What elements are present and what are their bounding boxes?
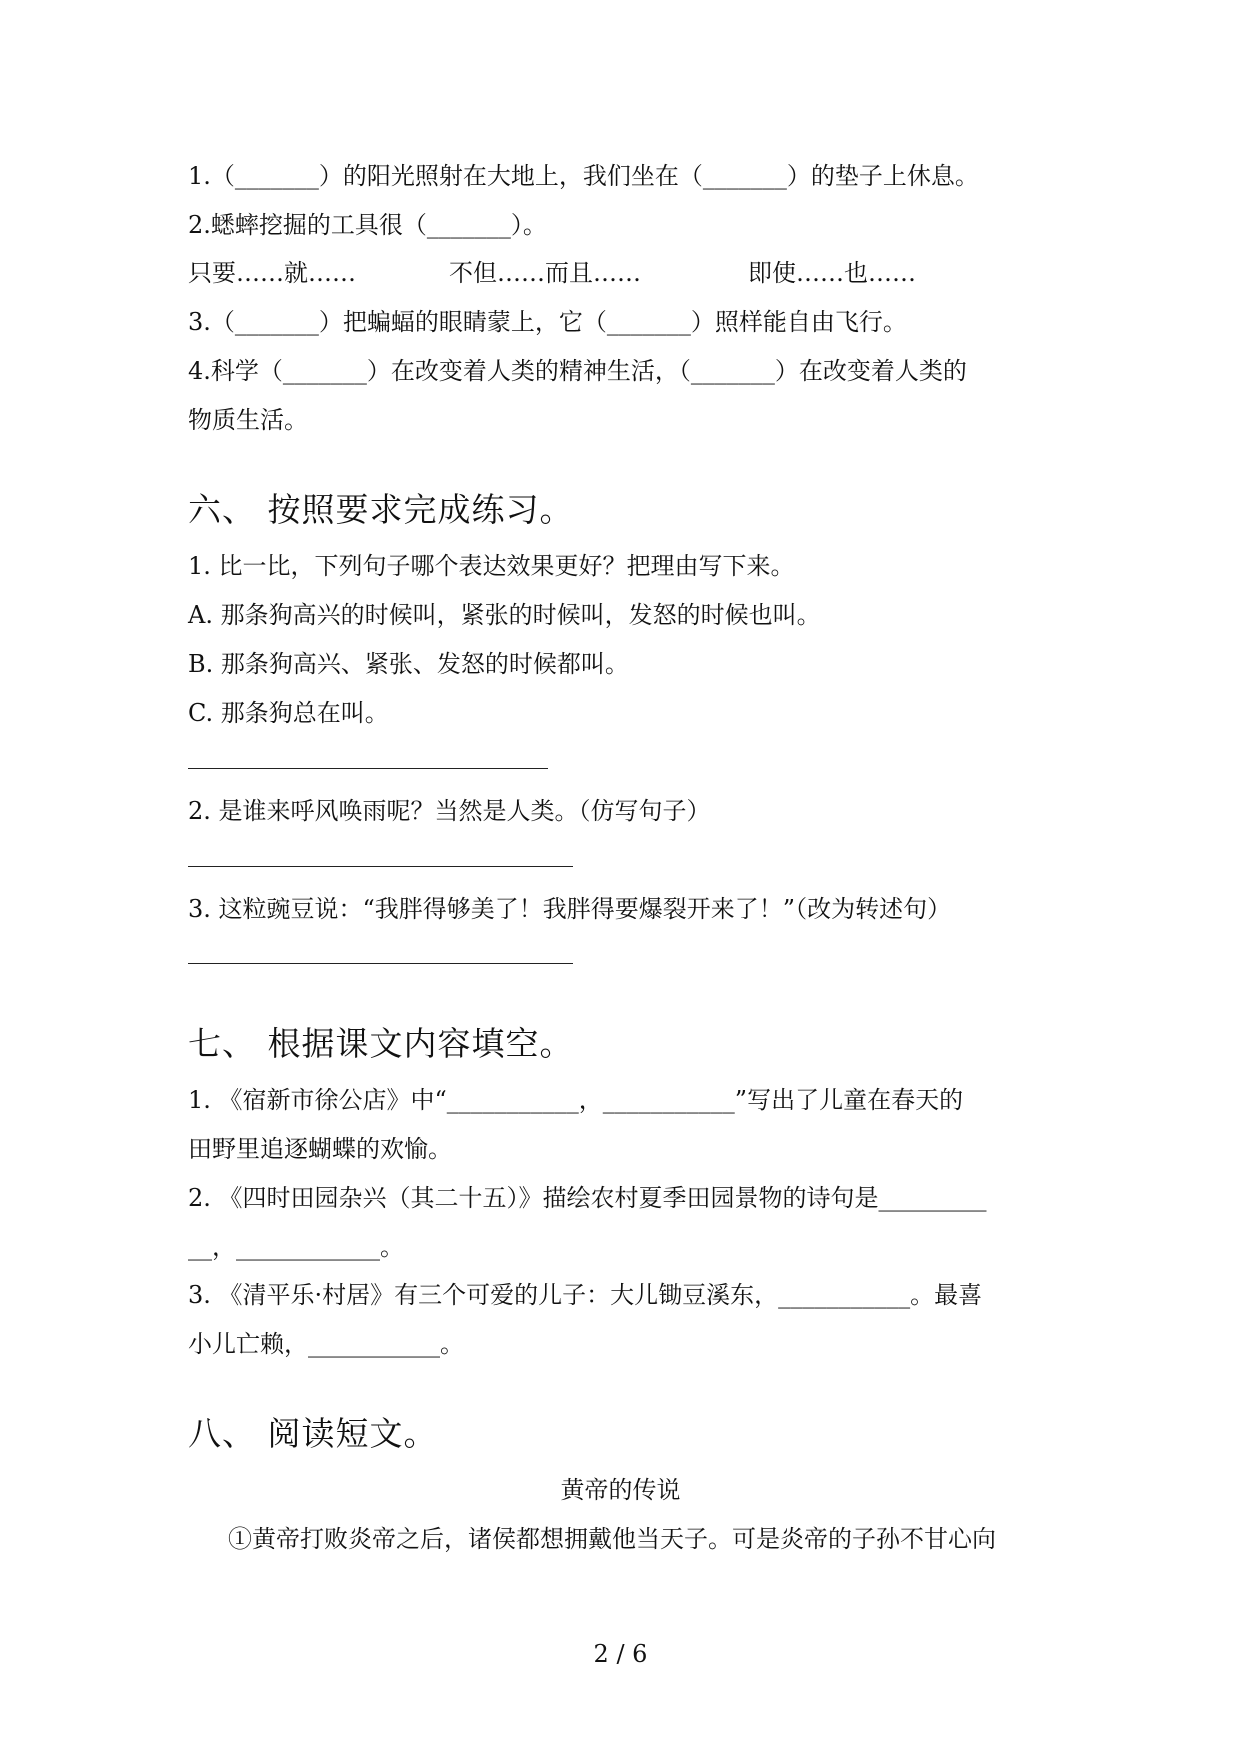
- section6-heading: 六、 按照要求完成练习。: [188, 490, 574, 529]
- section6-question-2: 2. 是谁来呼风唤雨呢？当然是人类。（仿写句子）: [188, 797, 711, 825]
- section6-question-3: 3. 这粒豌豆说：“我胖得够美了！我胖得要爆裂开来了！”（改为转述句）: [188, 895, 952, 923]
- section7-heading: 七、 根据课文内容填空。: [188, 1024, 574, 1063]
- section7-question-1-continued: 田野里追逐蝴蝶的欢愉。: [188, 1135, 452, 1163]
- section5-question-1: 1.（_______）的阳光照射在大地上，我们坐在（_______）的垫子上休息。: [188, 162, 979, 190]
- section7-question-2: 2. 《四时田园杂兴（其二十五）》描绘农村夏季田园景物的诗句是_________: [188, 1184, 987, 1212]
- section6-option-c: C. 那条狗总在叫。: [188, 699, 389, 727]
- section8-heading: 八、 阅读短文。: [188, 1414, 438, 1453]
- section6-option-a: A. 那条狗高兴的时候叫，紧张的时候叫，发怒的时候也叫。: [188, 601, 821, 629]
- answer-line-1: [188, 768, 548, 769]
- section6-option-b: B. 那条狗高兴、紧张、发怒的时候都叫。: [188, 650, 629, 678]
- section5-question-4: 4.科学（_______）在改变着人类的精神生活，（_______）在改变着人类的: [188, 357, 967, 385]
- option-3: 即使……也……: [748, 259, 916, 287]
- section5-question-3: 3.（_______）把蝙蝠的眼睛蒙上，它（_______）照样能自由飞行。: [188, 308, 907, 336]
- section7-question-1: 1. 《宿新市徐公店》中“___________，___________”写出了儿童在春天的: [188, 1086, 964, 1114]
- option-1: 只要……就……: [188, 259, 356, 287]
- section7-question-2-continued: __，____________。: [188, 1233, 404, 1261]
- section6-question-1: 1. 比一比，下列句子哪个表达效果更好？把理由写下来。: [188, 552, 795, 580]
- passage-paragraph-1: ①黄帝打败炎帝之后，诸侯都想拥戴他当天子。可是炎帝的子孙不甘心向: [228, 1525, 996, 1553]
- section7-question-3-continued: 小儿亡赖，___________。: [188, 1330, 464, 1358]
- answer-line-3: [188, 963, 573, 964]
- answer-line-2: [188, 866, 573, 867]
- passage-title: 黄帝的传说: [560, 1476, 681, 1504]
- section7-question-3: 3. 《清平乐·村居》有三个可爱的儿子：大儿锄豆溪东，___________。最喜: [188, 1281, 983, 1309]
- section5-question-4-continued: 物质生活。: [188, 406, 308, 434]
- page-number: 2 / 6: [593, 1640, 648, 1668]
- section5-question-2: 2.蟋蟀挖掘的工具很（_______）。: [188, 211, 547, 239]
- option-2: 不但……而且……: [449, 259, 641, 287]
